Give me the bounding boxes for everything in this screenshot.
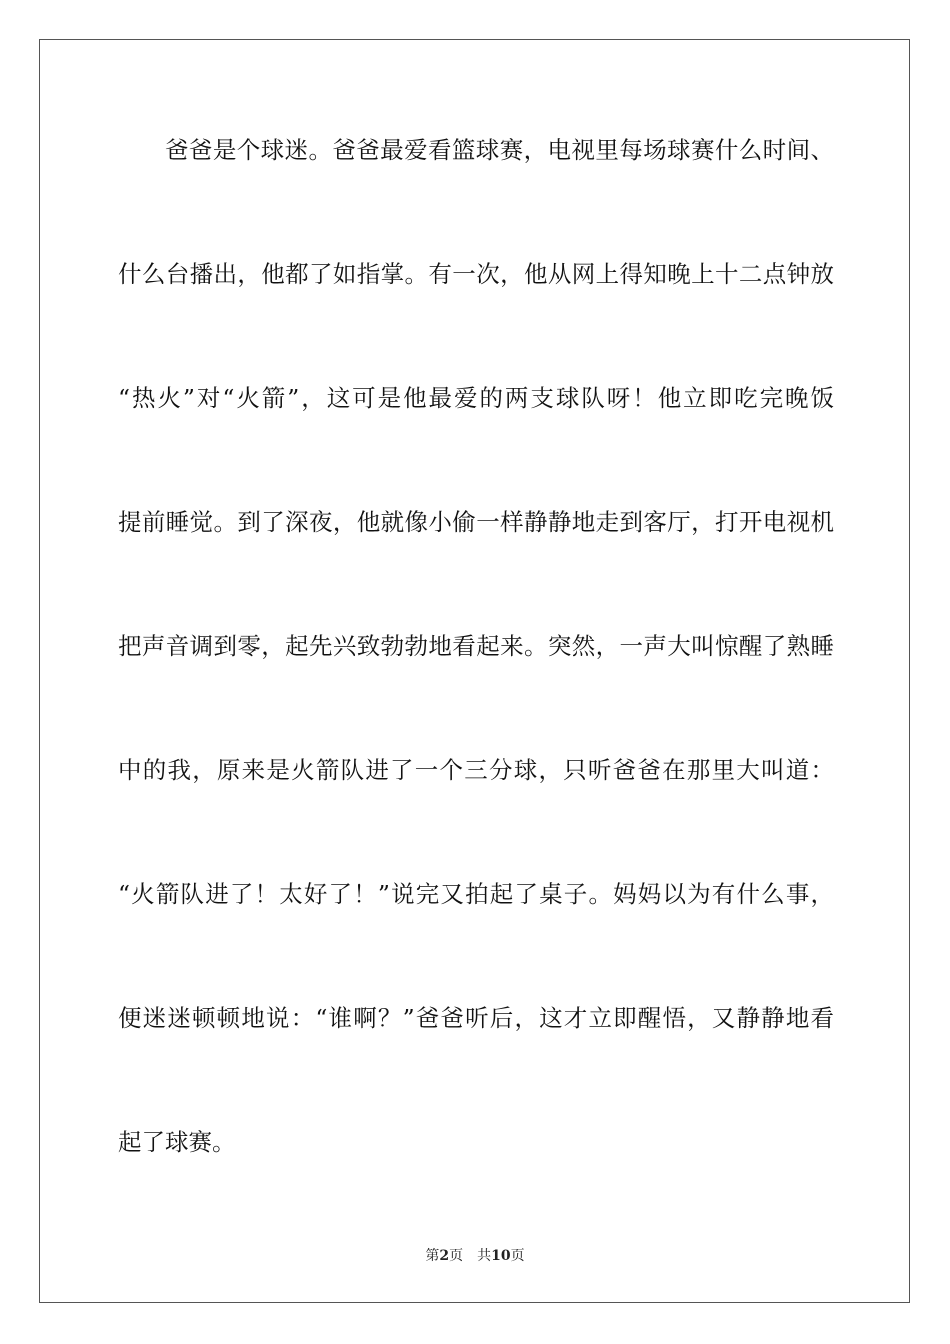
total-pages: 10 bbox=[491, 1248, 511, 1264]
page-label-suffix: 页 bbox=[449, 1248, 464, 1264]
paragraph-line-9: 起了球赛。 bbox=[118, 1128, 236, 1156]
paragraph-line-8: 便迷迷顿顿地说：“谁啊？”爸爸听后，这才立即醒悟，又静静地看 bbox=[118, 1004, 834, 1032]
paragraph-line-6: 中的我，原来是火箭队进了一个三分球，只听爸爸在那里大叫道： bbox=[118, 756, 834, 784]
paragraph-line-7: “火箭队进了！太好了！”说完又拍起了桌子。妈妈以为有什么事， bbox=[118, 880, 834, 908]
total-label-prefix: 共 bbox=[477, 1248, 492, 1264]
total-label-suffix: 页 bbox=[510, 1248, 525, 1264]
page-footer bbox=[0, 1247, 950, 1265]
page-number: 2 bbox=[439, 1248, 450, 1264]
paragraph-line-1: 爸爸是个球迷。爸爸最爱看篮球赛，电视里每场球赛什么时间、 bbox=[165, 136, 834, 164]
paragraph-line-4: 提前睡觉。到了深夜，他就像小偷一样静静地走到客厅，打开电视机 bbox=[118, 508, 834, 536]
paragraph-line-5: 把声音调到零，起先兴致勃勃地看起来。突然，一声大叫惊醒了熟睡 bbox=[118, 632, 834, 660]
paragraph-line-2: 什么台播出，他都了如指掌。有一次，他从网上得知晚上十二点钟放 bbox=[118, 260, 834, 288]
page-border bbox=[39, 39, 910, 1303]
paragraph-line-3: “热火”对“火箭”，这可是他最爱的两支球队呀！他立即吃完晚饭 bbox=[118, 384, 834, 412]
page-label-prefix: 第 bbox=[425, 1248, 440, 1264]
